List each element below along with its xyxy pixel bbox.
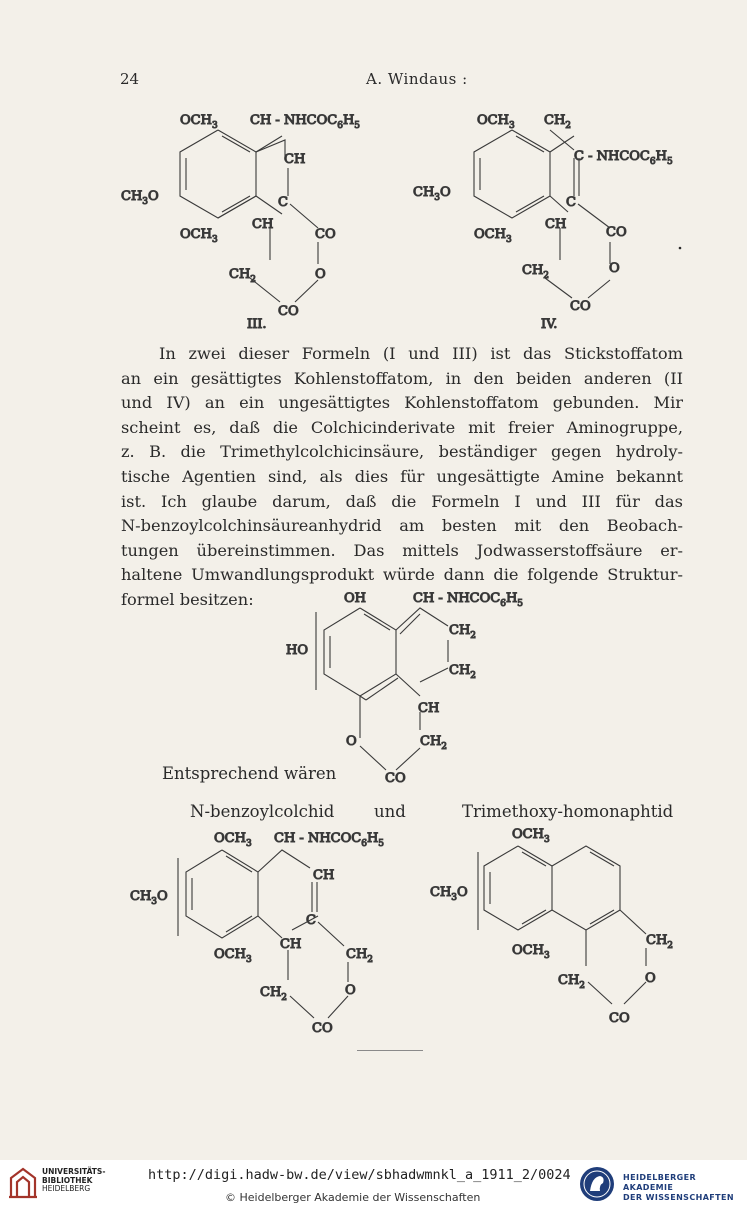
paragraph-line: N-benzoylcolchinsäureanhydrid am besten mit den Beobach- bbox=[121, 516, 683, 536]
s7-och3-bot: $OCH_3$ bbox=[512, 943, 550, 961]
paragraph-line: tungen übereinstimmen. Das mittels Jodwasserstoffsäure er- bbox=[121, 540, 683, 560]
university-library-logo[interactable] bbox=[8, 1166, 38, 1200]
paragraph-line: haltene Umwandlungsprodukt würde dann die folgende Struktur- bbox=[121, 565, 683, 585]
s6-och3-top: $OCH_3$ bbox=[214, 831, 252, 849]
footnote-rule bbox=[357, 1050, 423, 1051]
s3-co-right: CO bbox=[315, 227, 336, 242]
caption-trimethoxy-homonaphtid: Trimethoxy-homonaphtid bbox=[462, 802, 674, 821]
page-number: 24 bbox=[120, 70, 140, 88]
caption-und: und bbox=[374, 802, 406, 821]
s7-ch3o: $CH_3O$ bbox=[430, 885, 468, 903]
s6-ch3o: $CH_3O$ bbox=[130, 889, 168, 907]
s5-co: CO bbox=[385, 771, 406, 786]
caption-entsprechend: Entsprechend wären bbox=[162, 764, 337, 783]
permalink-url[interactable]: http://digi.hadw-bw.de/view/sbhadwmnkl_a_1911_2/0024 bbox=[148, 1167, 571, 1183]
copyright-notice: © Heidelberger Akademie der Wissenschaften bbox=[225, 1191, 481, 1204]
paragraph-line: In zwei dieser Formeln (I und III) ist das Stickstoffatom bbox=[159, 344, 683, 363]
s4-och3-bot: $OCH_3$ bbox=[474, 227, 512, 245]
paragraph-line: ist. Ich glaube darum, daß die Formeln I und III für das bbox=[121, 491, 683, 511]
academy-text[interactable]: HEIDELBERGER AKADEMIE DER WISSENSCHAFTEN bbox=[623, 1173, 734, 1202]
s3-ch3o: $CH_3O$ bbox=[121, 189, 159, 207]
s6-ch-right: CH bbox=[313, 868, 335, 883]
s6-ch-top: CH - $NHCOC_6H_5$ bbox=[274, 831, 385, 849]
s6-ch2: $CH_2$ bbox=[260, 985, 288, 1003]
s7-ch2-right: $CH_2$ bbox=[646, 933, 674, 951]
paragraph-line: formel besitzen: bbox=[121, 589, 254, 609]
s7-co: CO bbox=[609, 1011, 630, 1026]
s4-och3-top: $OCH_3$ bbox=[477, 113, 515, 131]
s6-o: O bbox=[345, 983, 356, 998]
s5-ho: HO bbox=[286, 643, 308, 658]
paragraph-line: tische Agentien sind, als dies für ungesättigte Amine bekannt bbox=[121, 466, 683, 486]
paragraph-line: und IV) an ein ungesättigtes Kohlenstoffatom gebunden. Mir bbox=[121, 393, 683, 413]
s5-ch-top: CH - $NHCOC_6H_5$ bbox=[413, 591, 524, 609]
s3-label: III. bbox=[247, 317, 267, 332]
s5-ch2-a: $CH_2$ bbox=[449, 623, 477, 641]
s4-ch2-top: $CH_2$ bbox=[544, 113, 572, 131]
paragraph-line: scheint es, daß die Colchicinderivate mit freier Aminogruppe, bbox=[121, 417, 683, 437]
academy-seal-icon[interactable] bbox=[578, 1165, 616, 1203]
s3-o-ring: O bbox=[315, 267, 326, 282]
paragraph-line: an ein gesättigtes Kohlenstoffatom, in den beiden anderen (II bbox=[121, 368, 683, 388]
s4-ch-mid: CH bbox=[545, 217, 567, 232]
s5-oh: OH bbox=[344, 591, 366, 606]
s4-c-sub: C - $NHCOC_6H_5$ bbox=[574, 149, 673, 167]
s7-o: O bbox=[645, 971, 656, 986]
s6-ch-mid: CH bbox=[280, 937, 302, 952]
s3-ch2: $CH_2$ bbox=[229, 267, 257, 285]
s5-o: O bbox=[346, 734, 357, 749]
body-paragraph bbox=[121, 342, 683, 613]
s6-co: CO bbox=[312, 1021, 333, 1036]
stray-dot bbox=[679, 247, 682, 250]
s6-ch2-right: $CH_2$ bbox=[346, 947, 374, 965]
running-title: A. Windaus : bbox=[366, 70, 468, 88]
s4-label: IV. bbox=[541, 317, 558, 332]
s4-ch2: $CH_2$ bbox=[522, 263, 550, 281]
paragraph-line: z. B. die Trimethylcolchicinsäure, beständiger gegen hydroly- bbox=[121, 442, 683, 462]
s7-och3-top: $OCH_3$ bbox=[512, 827, 550, 845]
caption-n-benzoylcolchid: N-benzoylcolchid bbox=[190, 802, 335, 821]
s3-och3-top: $OCH_3$ bbox=[180, 113, 218, 131]
s3-c-mid: C bbox=[278, 195, 288, 210]
s3-ch-mid: CH bbox=[252, 217, 274, 232]
s6-c-mid: C bbox=[306, 913, 316, 928]
s5-ch2-b: $CH_2$ bbox=[449, 663, 477, 681]
s6-och3-bot: $OCH_3$ bbox=[214, 947, 252, 965]
s7-ch2: $CH_2$ bbox=[558, 973, 586, 991]
s5-ch: CH bbox=[418, 701, 440, 716]
s3-ch-right: CH bbox=[284, 152, 306, 167]
s4-co-right: CO bbox=[606, 225, 627, 240]
s5-ch2-c: $CH_2$ bbox=[420, 734, 448, 752]
s4-o-ring: O bbox=[609, 261, 620, 276]
s4-co-bot: CO bbox=[570, 299, 591, 314]
s4-ch3o: $CH_3O$ bbox=[413, 185, 451, 203]
university-library-text[interactable]: UNIVERSITÄTS- BIBLIOTHEK HEIDELBERG bbox=[42, 1167, 106, 1193]
s3-ch-top: CH - $NHCOC_6H_5$ bbox=[250, 113, 361, 131]
s4-c-mid: C bbox=[566, 195, 576, 210]
s3-och3-bot: $OCH_3$ bbox=[180, 227, 218, 245]
s3-co-bot: CO bbox=[278, 304, 299, 319]
